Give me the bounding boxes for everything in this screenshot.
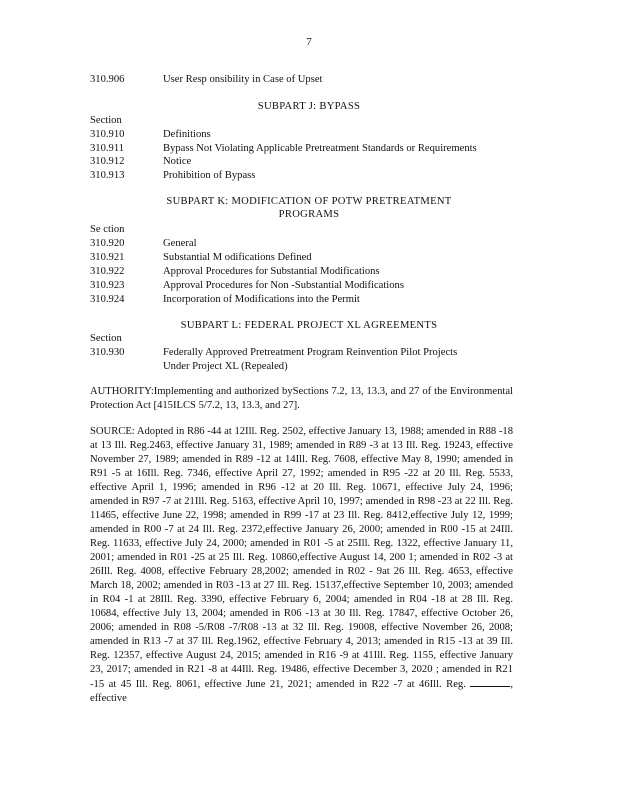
blank-field bbox=[470, 677, 510, 687]
section-number: 310.921 bbox=[90, 252, 125, 263]
toc-entry bbox=[90, 346, 457, 359]
section-label: Se ction bbox=[90, 224, 125, 235]
toc-entry bbox=[90, 169, 255, 182]
section-title: Definitions bbox=[163, 129, 211, 140]
section-label: Section bbox=[90, 115, 122, 126]
section-number: 310.913 bbox=[90, 170, 125, 181]
source-tail: , effective bbox=[90, 679, 513, 704]
toc-entry-310-906 bbox=[90, 73, 322, 86]
section-title: Incorporation of Modifications into the Permit bbox=[163, 294, 360, 305]
subpart-k-heading: SUBPART K: MODIFICATION OF POTW PRETREATMENT bbox=[166, 196, 452, 207]
source-note bbox=[90, 425, 513, 706]
section-number: 310.930 bbox=[90, 347, 125, 358]
section-number: 310.922 bbox=[90, 266, 125, 277]
section-title-continued: Under Project XL (Repealed) bbox=[163, 361, 288, 372]
section-number: 310.920 bbox=[90, 238, 125, 249]
section-label: Section bbox=[90, 333, 122, 344]
section-number: 310.923 bbox=[90, 280, 125, 291]
section-number: 310.911 bbox=[90, 143, 125, 154]
section-number: 310.910 bbox=[90, 129, 125, 140]
section-title: Approval Procedures for Substantial Modifications bbox=[163, 266, 380, 277]
toc-entry bbox=[90, 142, 477, 155]
toc-entry bbox=[90, 251, 312, 264]
toc-entry bbox=[90, 237, 197, 250]
toc-entry bbox=[90, 128, 211, 141]
subpart-l-heading: SUBPART L: FEDERAL PROJECT XL AGREEMENTS bbox=[180, 320, 438, 331]
section-number: 310.924 bbox=[90, 294, 125, 305]
section-title: General bbox=[163, 238, 197, 249]
section-number: 310.912 bbox=[90, 156, 125, 167]
authority-note: AUTHORITY:Implementing and authorized bySections 7.2, 13, 13.3, and 27 of the Environmental Protection Act [415ILCS 5/7.2, 13, 13.3, and 27]. bbox=[90, 386, 513, 411]
section-title: User Resp onsibility in Case of Upset bbox=[163, 74, 323, 85]
toc-entry bbox=[90, 155, 191, 168]
section-title: Bypass Not Violating Applicable Pretreatment Standards or Requirements bbox=[163, 143, 477, 154]
section-title: Federally Approved Pretreatment Program Reinvention Pilot Projects bbox=[163, 347, 458, 358]
toc-entry bbox=[90, 293, 360, 306]
section-title: Notice bbox=[163, 156, 192, 167]
page-number: 7 bbox=[306, 36, 312, 48]
section-title: Approval Procedures for Non -Substantial Modifications bbox=[163, 280, 404, 291]
toc-entry bbox=[90, 265, 380, 278]
source-text: SOURCE: Adopted in R86 -44 at 12Ill. Reg. 2502, effective January 13, 1988; amended in R88 -18 at 13 Ill. Reg.2463, effective January 31, 1989; amended in R89 -3 at 13 Ill. Reg. 19243, effective November 27, 1989; amended in R89 -12 at 14Ill. Reg. 7608, effective May 8, 1990; amended in R91 -5 at 16Ill. Reg. 7346, effective April 27, 1992; amended in R95 -22 at 20 Ill. Reg. 5533, effective April 1, 1996; amended in R96 -12 at 20 Ill. Reg. 10671, effective July 24, 1996; amended in R97 -7 at 21Ill. Reg. 5163, effective April 10, 1997; amended in R98 -23 at 22 Ill. Reg. 11465, effective June 22, 1998; amended in R99 -17 at 23 Ill. Reg. 8412,effective July 12, 1999; amended in R00 -7 at 24 Ill. Reg. 2372,effective January 26, 2000; amended in R00 -15 at 24Ill. Reg. 11633, effective July 24, 2000; amended in R01 -5 at 25Ill. Reg. 1322, effective January 11, 2001; amended in R01 -25 at 25 Ill. Reg. 10860,effective August 14, 200 1; amended in R02 -3 at 26Ill. Reg. 4008, effective February 28,2002; amended in R02 - 9at 26 Ill. Reg. 4653, effective March 18, 2002; amended in R03 -13 at 27 Ill. Reg. 15137,effective September 10, 2003; amended in R04 -1 at 28Ill. Reg. 3390, effective February 6, 2004; amended in R04 -18 at 28 Ill. Reg. 10684, effective July 13, 2004; amended in R06 -13 at 30 Ill. Reg. 17847, effective October 26, 2006; amended in R08 -5/R08 -7/R08 -13 at 32 Ill. Reg. 19008, effective November 26, 2008; amended in R13 -7 at 37 Ill. Reg.1962, effective February 4, 2013; amended in R15 -13 at 39 Ill. Reg. 12357, effective August 24, 2015; amended in R16 -9 at 41Ill. Reg. 1155, effective January 23, 2017; amended in R21 -8 at 44Ill. Reg. 19486, effective December 3, 2020 ; amended in R21 -15 at 45 Ill. Reg. 8061, effective June 21, 2021; amended in R22 -7 at 46Ill. Reg. bbox=[90, 426, 513, 690]
section-title: Prohibition of Bypass bbox=[163, 170, 256, 181]
section-number: 310.906 bbox=[90, 74, 125, 85]
section-title: Substantial M odifications Defined bbox=[163, 252, 312, 263]
toc-entry bbox=[90, 279, 404, 292]
subpart-j-heading: SUBPART J: BYPASS bbox=[257, 101, 361, 112]
subpart-k-heading-continued: PROGRAMS bbox=[278, 209, 340, 220]
